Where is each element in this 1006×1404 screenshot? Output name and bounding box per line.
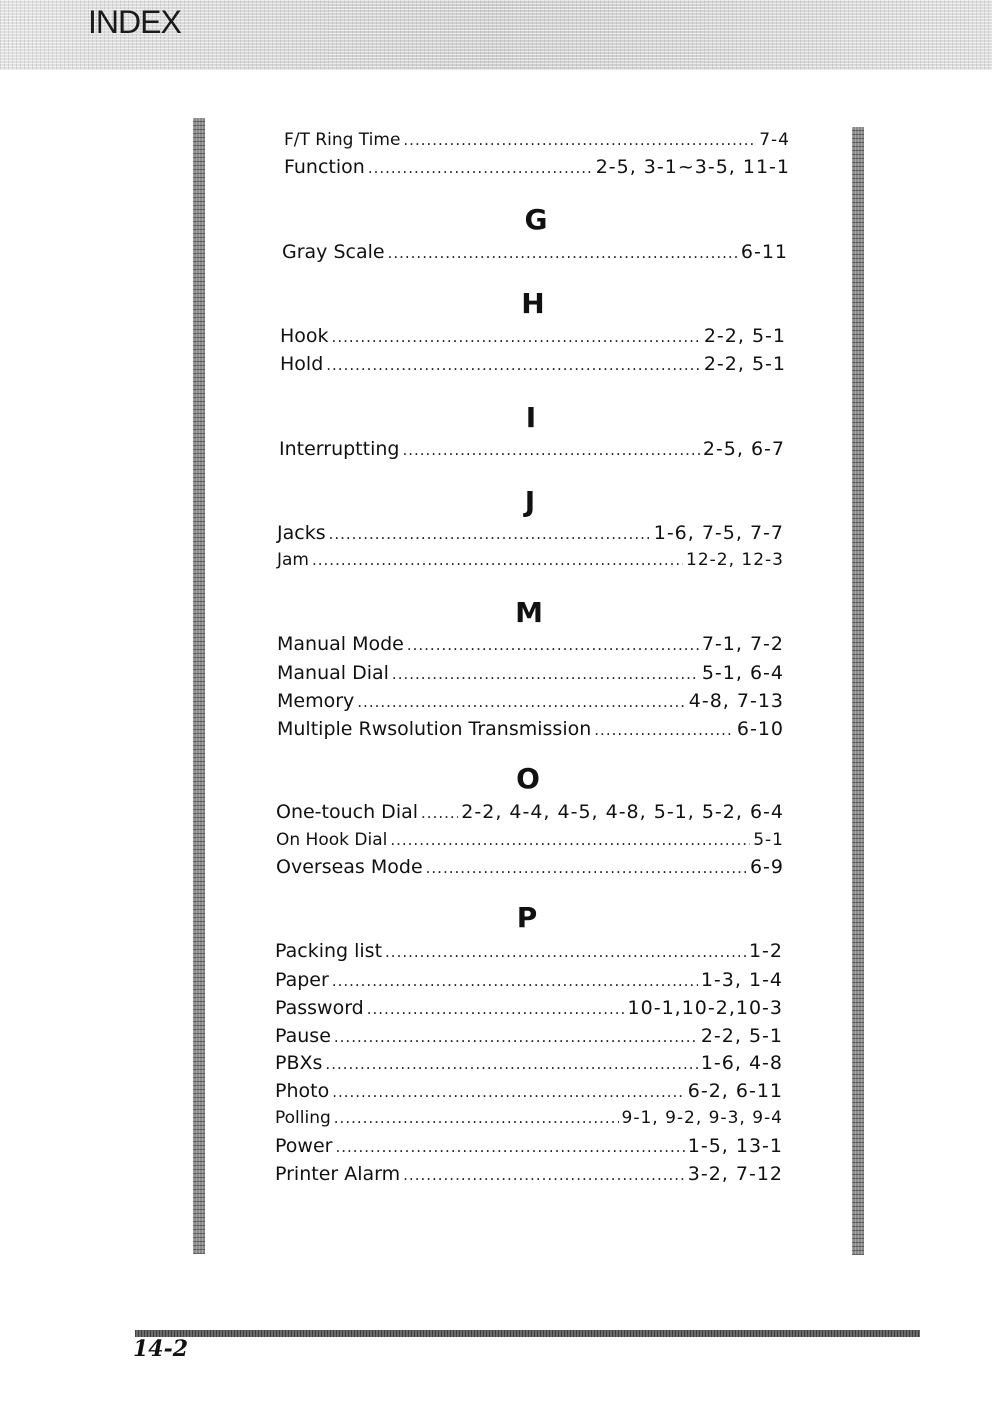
index-entry: Power ..... 1-5, 13-1 [275,1132,783,1160]
page-title: INDEX [88,4,181,40]
right-margin-bar [852,127,864,1255]
index-entry: Paper ..... 1-3, 1-4 [275,966,783,994]
index-entry: Interruptting ..... 2-5, 6-7 [279,435,785,463]
index-entry: One-touch Dial ..... 2-2, 4-4, 4-5, 4-8, 5-1, 5-2, 6-4 [276,798,784,826]
index-entry: PBXs ..... 1-6, 4-8 [275,1049,783,1077]
section-letter: G [524,203,548,236]
section-letter: P [516,901,538,934]
index-entry: On Hook Dial ..... 5-1 [276,826,784,854]
section-letter: H [521,287,545,320]
index-entry: Multiple Rwsolution Transmission ..... 6-10 [277,715,784,743]
left-margin-bar [193,118,205,1254]
index-entry: Password ..... 10-1,10-2,10-3 [275,994,783,1022]
index-entry: Packing list ..... 1-2 [275,937,783,965]
index-entry: Jam ..... 12-2, 12-3 [277,546,784,574]
index-entry: Manual Mode ..... 7-1, 7-2 [277,630,784,658]
index-entry: Polling ..... 9-1, 9-2, 9-3, 9-4 [275,1104,783,1132]
section-letter: O [516,762,540,795]
footer-rule [135,1330,920,1337]
index-entry: Photo ..... 6-2, 6-11 [275,1077,783,1105]
index-entry: Overseas Mode ..... 6-9 [276,853,784,881]
section-letter: M [515,596,543,629]
section-letter: J [524,485,536,518]
index-entry: Pause ..... 2-2, 5-1 [275,1022,783,1050]
index-entry: Hook ..... 2-2, 5-1 [280,322,786,350]
index-entry: Printer Alarm ..... 3-2, 7-12 [275,1160,783,1188]
page-number: 14-2 [133,1336,189,1362]
index-entry: Gray Scale ..... 6-11 [282,238,788,266]
index-entry: Jacks ..... 1-6, 7-5, 7-7 [277,519,784,547]
section-letter: I [525,401,537,434]
index-entry: Manual Dial ..... 5-1, 6-4 [277,659,784,687]
index-entry: Function ..... 2-5, 3-1~3-5, 11-1 [284,153,790,181]
index-entry: Memory ..... 4-8, 7-13 [277,687,784,715]
index-entry: Hold ..... 2-2, 5-1 [280,350,786,378]
index-entry: F/T Ring Time ..... 7-4 [284,126,790,154]
